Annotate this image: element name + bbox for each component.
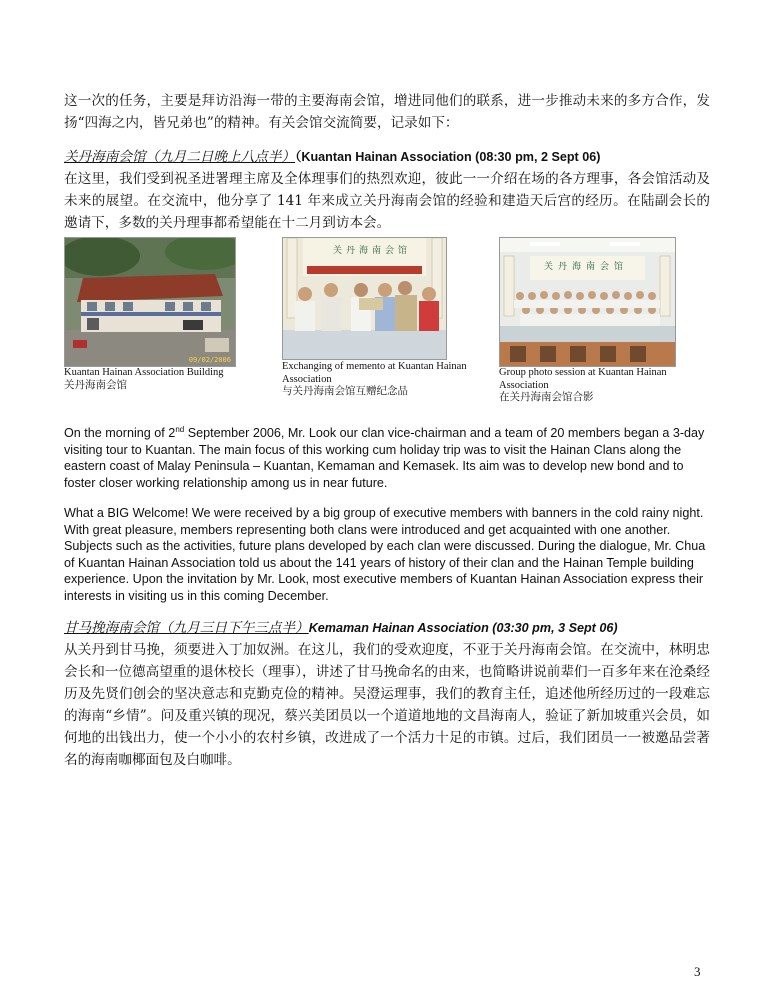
- caption-photo-2: [282, 361, 492, 399]
- building-photo-image: [65, 238, 235, 366]
- memento-photo-image: [283, 238, 446, 359]
- english-paragraph-1: [64, 425, 712, 491]
- section2-body: 从关丹到甘马挽，须要进入丁加奴洲。在这儿，我们的受欢迎度，不亚于关丹海南会馆。在交流中，林明忠会长和一位德高望重的退休校长（理事），讲述了甘马挽命名的由来，也简略讲说前辈们一百多年来在沧桑经历及先贤们创会的坚决意志和克勤克俭的精神。吴澄运理事，我们的教育主任，追述他所经历过的一段难忘的海南“乡情”。问及重兴镇的现况，蔡兴美团员以一个道道地地的文昌海南人，验证了新加坡重兴会员，如何地的出钱出力，使一个小小的农村乡镇，改进成了一个活力十足的市镇。过后，我们团员一一被邀品尝著名的海南咖椰面包及白咖啡。: [64, 642, 710, 768]
- caption-photo-3: [499, 367, 699, 405]
- ordinal-superscript: nd: [175, 424, 185, 434]
- section1-block: [64, 146, 710, 234]
- english-paragraph-1-post: September 2006, Mr. Look our clan vice-chairman and a team of 20 members began a 3-day visiting tour to Kuantan. The main focus of this working cum holiday trip was to visit the Hainan Clans along the eastern coast of Malay Peninsula – Kuantan, Kemaman and Kemasek. Its aim was to develop new bond and to foster closer working relationship among us in near future.: [64, 426, 705, 490]
- section2-heading-en: Kemaman Hainan Association (03:30 pm, 3 Sept 06): [308, 621, 618, 635]
- memento-banner-text: 关丹海南会馆: [333, 246, 412, 256]
- photo-association-building: [64, 237, 236, 367]
- group-photo-image: [500, 238, 675, 366]
- section2-heading-zh: 甘马挽海南会馆（九月三日下午三点半）: [64, 620, 309, 636]
- caption-photo-1-zh: 关丹海南会馆: [64, 379, 127, 391]
- english-paragraph-1-pre: On the morning of 2: [64, 426, 176, 440]
- caption-photo-2-zh: 与关丹海南会馆互赠纪念品: [282, 386, 408, 397]
- section1-heading-en: （Kuantan Hainan Association (08:30 pm, 2 Sept 06): [295, 150, 601, 164]
- caption-photo-3-en: Group photo session at Kuantan Hainan Association: [499, 367, 667, 391]
- caption-photo-2-en: Exchanging of memento at Kuantan Hainan Association: [282, 361, 467, 385]
- photo-memento-exchange: [282, 237, 447, 360]
- section1-heading-zh: 关丹海南会馆（九月二日晚上八点半）: [64, 149, 296, 165]
- section1-body: 在这里，我们受到祝圣进署理主席及全体理事们的热烈欢迎，彼此一一介绍在场的各方理事，各会馆活动及未来的展望。在交流中，他分享了 141 年来成立关丹海南会馆的经验和建造天后宫的经历。在陆副会长的邀请下，多数的关丹理事都希望能在十二月到访本会。: [64, 171, 710, 231]
- group-banner-text: 关丹海南会馆: [544, 262, 629, 272]
- caption-photo-1: [64, 367, 244, 392]
- page-number: 3: [694, 964, 701, 979]
- caption-photo-3-zh: 在关丹海南会馆合影: [499, 392, 594, 403]
- photo-date-stamp: 09/02/2006: [188, 356, 231, 364]
- english-paragraph-2: What a BIG Welcome! We were received by a big group of executive members with banners in the cold rainy night. With great pleasure, members representing both clans were introduced and get acquainted with one another. Subjects such as the activities, future plans developed by each clan were discussed. During the dialogue, Mr. Chua of Kuantan Hainan Association told us about the 141 years of history of their clan and the Hainan Temple building experience. Upon the invitation by Mr. Look, most executive members of Kuantan Hainan Association express their interests in visiting us in this coming December.: [64, 506, 706, 603]
- intro-paragraph: 这一次的任务，主要是拜访沿海一带的主要海南会馆，增进同他们的联系，进一步推动未来的多方合作，发扬“四海之内，皆兄弟也”的精神。有关会馆交流简要，记录如下：: [64, 93, 710, 131]
- photo-group-session: [499, 237, 676, 367]
- section2-block: [64, 617, 710, 771]
- caption-photo-1-en: Kuantan Hainan Association Building: [64, 367, 224, 378]
